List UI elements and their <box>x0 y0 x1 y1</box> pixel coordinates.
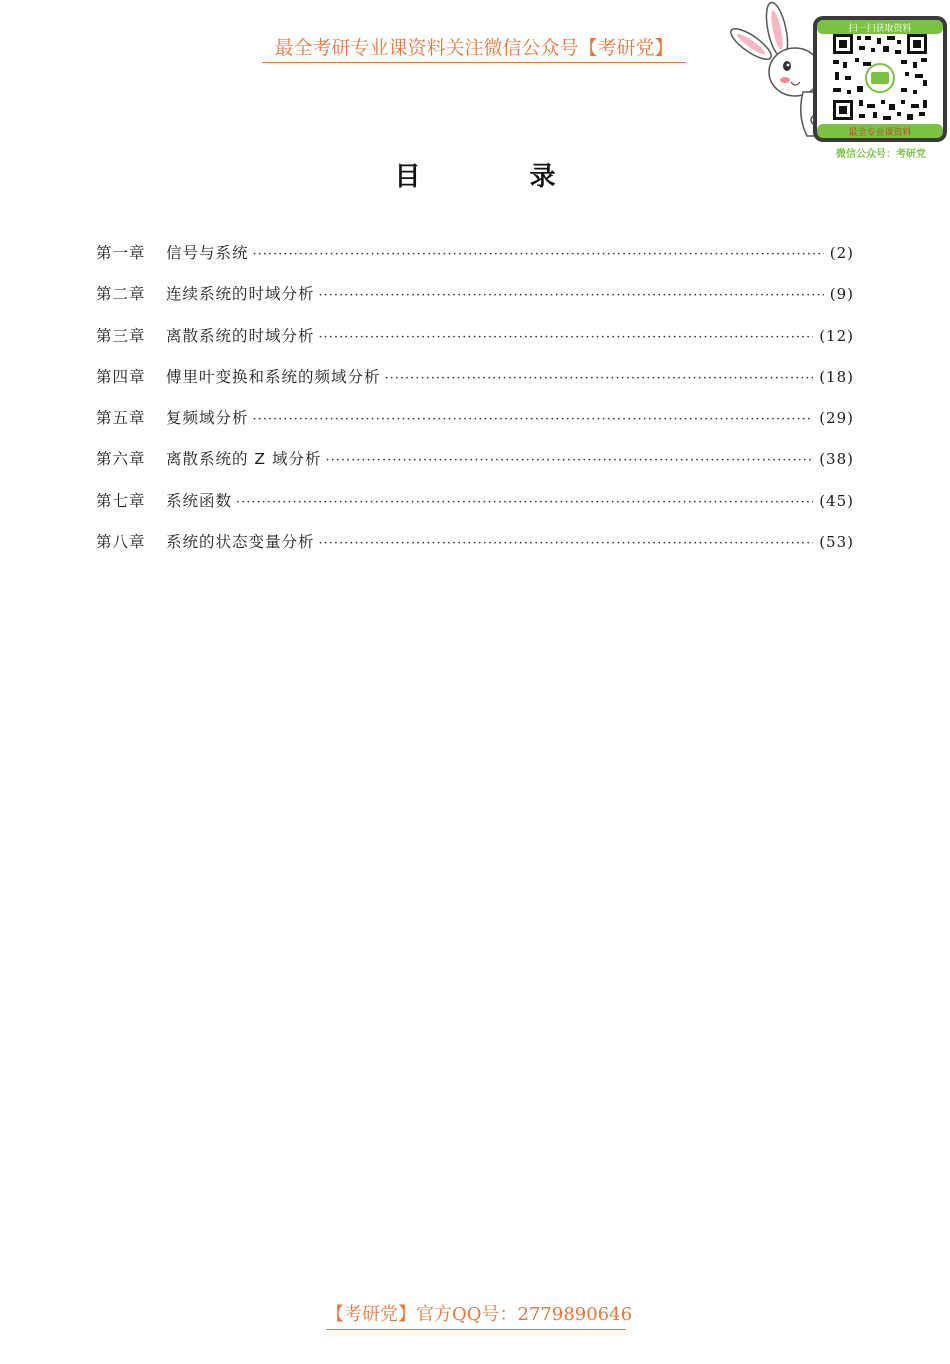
toc-chapter-number: 第一章 <box>96 244 146 262</box>
qr-promo-widget <box>725 0 950 165</box>
toc-entry[interactable] <box>96 240 854 281</box>
toc-page-number: (9) <box>829 285 854 304</box>
toc-chapter-name: 系统的状态变量分析 <box>166 533 315 552</box>
toc-leader-dots <box>319 530 814 557</box>
toc-chapter-name: 连续系统的时域分析 <box>166 285 315 304</box>
toc-leader-dots <box>325 447 813 474</box>
qr-account-caption: 微信公众号：考研党 <box>836 149 926 160</box>
toc-entry[interactable] <box>96 323 854 364</box>
toc-chapter-number: 第六章 <box>96 450 146 469</box>
toc-chapter-number: 第三章 <box>96 326 146 345</box>
toc-leader-dots <box>253 406 814 433</box>
toc-chapter-number: 第八章 <box>96 533 146 552</box>
toc-chapter-name: 傅里叶变换和系统的频域分析 <box>166 367 381 386</box>
toc-chapter-name: 复频域分析 <box>166 409 249 428</box>
toc-chapter-number: 第七章 <box>96 491 146 510</box>
toc-leader-dots <box>385 365 814 392</box>
toc-page-number: (45) <box>819 491 854 510</box>
toc-list <box>96 240 854 570</box>
toc-leader-dots <box>236 489 813 516</box>
toc-entry[interactable] <box>96 488 854 529</box>
toc-page-number: (18) <box>819 367 854 386</box>
header-banner <box>262 34 686 63</box>
toc-chapter-name: 离散系统的 Z 域分析 <box>166 450 322 469</box>
toc-page-number: (29) <box>819 409 854 428</box>
toc-leader-dots <box>319 324 814 351</box>
toc-chapter-number: 第四章 <box>96 367 146 386</box>
toc-chapter-name: 信号与系统 <box>166 244 249 262</box>
toc-title: 目 录 <box>394 162 606 192</box>
toc-leader-dots <box>319 282 824 309</box>
footer-banner <box>326 1301 633 1330</box>
toc-page-number: (53) <box>819 533 854 552</box>
toc-chapter-name: 离散系统的时域分析 <box>166 326 315 345</box>
rabbit-mascot-qr-graphic <box>725 0 950 165</box>
toc-page-number: (2) <box>829 244 854 262</box>
toc-chapter-number: 第五章 <box>96 409 146 428</box>
toc-entry[interactable] <box>96 364 854 405</box>
toc-chapter-number: 第二章 <box>96 285 146 304</box>
toc-leader-dots <box>253 241 824 268</box>
toc-entry[interactable] <box>96 281 854 322</box>
toc-page-number: (12) <box>819 326 854 345</box>
qr-bottom-caption: 最全专业课资料 <box>848 128 912 138</box>
qr-top-caption: 扫一扫获取资料 <box>848 24 912 34</box>
header-banner-text: 最全考研专业课资料关注微信公众号【考研党】 <box>274 37 674 59</box>
toc-entry[interactable] <box>96 405 854 446</box>
toc-entry[interactable] <box>96 446 854 487</box>
footer-banner-text: 【考研党】官方QQ号：2779890646 <box>326 1304 633 1325</box>
toc-page-number: (38) <box>819 450 854 469</box>
toc-entry[interactable] <box>96 529 854 570</box>
toc-chapter-name: 系统函数 <box>166 491 233 510</box>
